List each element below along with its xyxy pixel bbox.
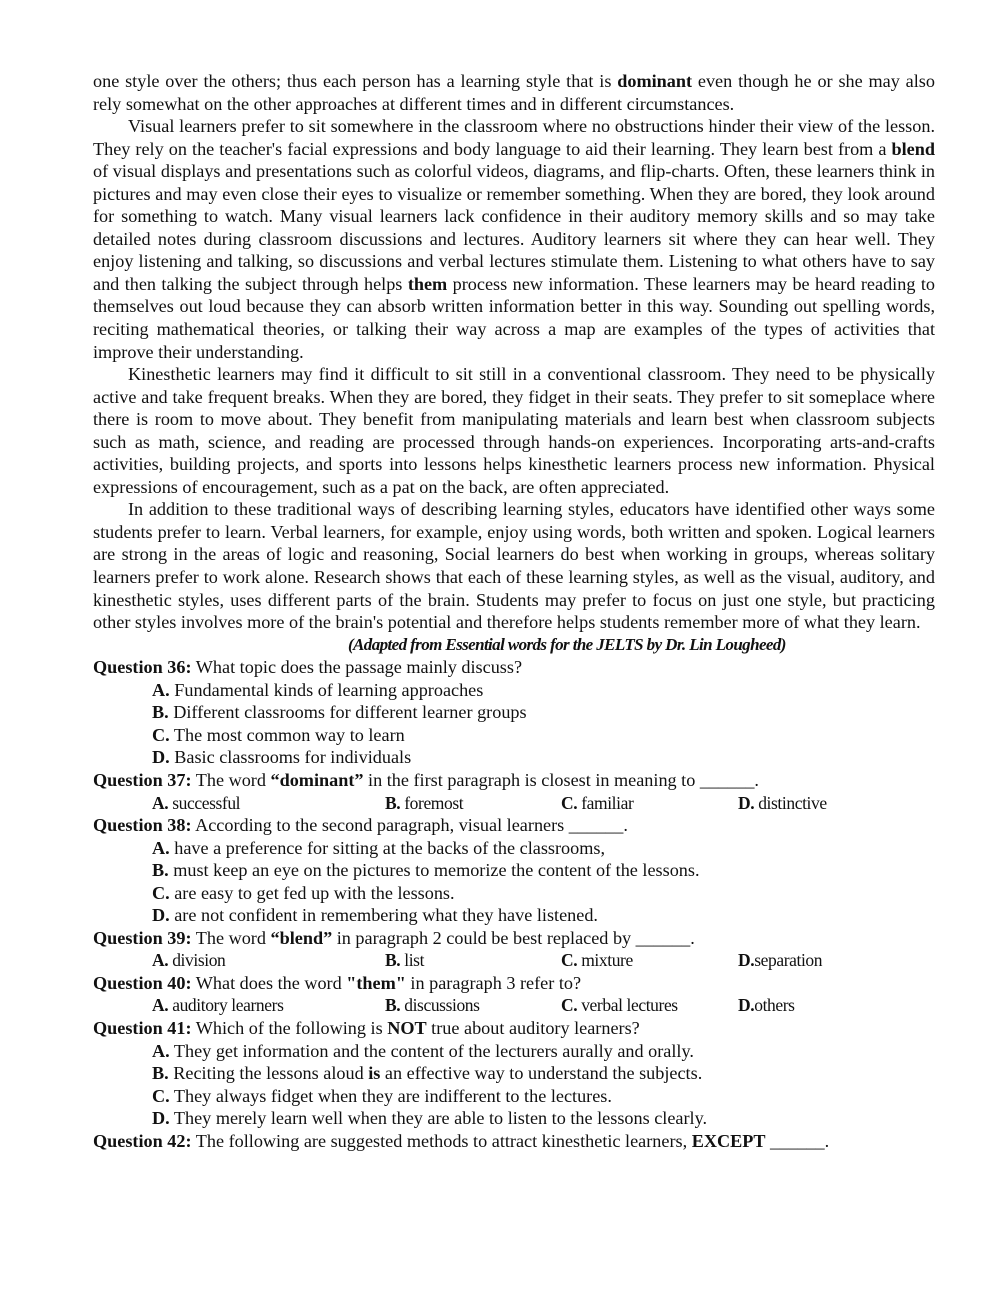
option-letter: C. bbox=[152, 1085, 170, 1106]
option-text: distinctive bbox=[758, 792, 827, 813]
document-page bbox=[93, 70, 935, 1152]
q39-options bbox=[93, 949, 935, 972]
q38-option-a[interactable] bbox=[93, 837, 935, 860]
option-text: are easy to get fed up with the lessons. bbox=[174, 882, 455, 903]
q40-option-a[interactable] bbox=[152, 994, 283, 1017]
option-letter: D. bbox=[738, 792, 755, 813]
q37-options bbox=[93, 792, 935, 815]
question-36 bbox=[93, 656, 935, 679]
q37-option-b[interactable] bbox=[385, 792, 463, 815]
option-letter: B. bbox=[385, 792, 401, 813]
option-text: list bbox=[404, 950, 425, 971]
q37-option-c[interactable] bbox=[561, 792, 633, 815]
option-letter: C. bbox=[561, 995, 578, 1016]
option-text: Reciting the lessons aloud bbox=[173, 1063, 369, 1084]
option-letter: A. bbox=[152, 950, 169, 971]
text: Visual learners prefer to sit somewhere in the classroom where no obstructions hinder their view of the lesson. They rely on the teacher's facial expressions and body language to aid their learning. They learn best from a bbox=[93, 116, 935, 159]
question-label: Question 40: bbox=[93, 972, 192, 993]
question-text: What does the word bbox=[191, 972, 347, 993]
paragraph-2 bbox=[93, 115, 935, 363]
q36-option-c[interactable] bbox=[93, 724, 935, 747]
option-letter: C. bbox=[152, 882, 170, 903]
q36-option-a[interactable] bbox=[93, 679, 935, 702]
question-label: Question 39: bbox=[93, 927, 192, 948]
option-letter: A. bbox=[152, 837, 170, 858]
option-keyword: is bbox=[368, 1063, 381, 1084]
option-text: They get information and the content of the lecturers aurally and orally. bbox=[173, 1040, 694, 1061]
option-text: discussions bbox=[404, 995, 480, 1016]
option-text: foremost bbox=[404, 792, 464, 813]
option-letter: A. bbox=[152, 679, 170, 700]
option-letter: D. bbox=[152, 747, 170, 768]
question-text: in paragraph 3 refer to? bbox=[405, 972, 582, 993]
option-text: auditory learners bbox=[172, 995, 284, 1016]
q40-options bbox=[93, 994, 935, 1017]
option-text: They always fidget when they are indifferent to the lectures. bbox=[173, 1085, 612, 1106]
text: of visual displays and presentations such as colorful videos, diagrams, and flip-charts. Often, these learners think in pictures and may even close their eyes to visualize or remember something. When they are bored, they look around for something to watch. Many visual learners lack confidence in their auditory memory skills and so may take detailed notes during classroom discussions and lectures. Auditory learners sit where they can hear well. They enjoy listening and talking, so discussions and verbal lectures stimulate them. Listening to what others have to say and then talking the subject through helps bbox=[93, 161, 935, 294]
option-letter: D. bbox=[738, 950, 755, 971]
question-text: The word bbox=[191, 927, 271, 948]
option-letter: D. bbox=[152, 1108, 170, 1129]
question-37 bbox=[93, 769, 935, 792]
question-text: According to the second paragraph, visual learners ______. bbox=[191, 815, 628, 836]
q41-option-b[interactable] bbox=[93, 1062, 935, 1085]
text: even though he or she may also rely somewhat on the other approaches at different times and in different circumstances. bbox=[93, 71, 935, 114]
option-letter: C. bbox=[152, 724, 170, 745]
question-text: in the first paragraph is closest in meaning to ______. bbox=[363, 769, 759, 790]
option-text: division bbox=[172, 950, 226, 971]
option-text: familiar bbox=[581, 792, 634, 813]
question-text: What topic does the passage mainly discuss? bbox=[191, 657, 523, 678]
question-label: Question 38: bbox=[93, 815, 192, 836]
q40-option-b[interactable] bbox=[385, 994, 480, 1017]
q37-option-d[interactable] bbox=[738, 792, 827, 815]
option-letter: C. bbox=[561, 792, 578, 813]
option-text: Different classrooms for different learner groups bbox=[173, 702, 527, 723]
q39-option-b[interactable] bbox=[385, 949, 424, 972]
q41-option-c[interactable] bbox=[93, 1085, 935, 1108]
option-text: an effective way to understand the subjects. bbox=[380, 1063, 703, 1084]
option-letter: D. bbox=[738, 995, 755, 1016]
q39-option-d[interactable] bbox=[738, 949, 822, 972]
q40-option-d[interactable] bbox=[738, 994, 795, 1017]
question-38 bbox=[93, 814, 935, 837]
q36-option-d[interactable] bbox=[93, 746, 935, 769]
option-letter: B. bbox=[152, 1063, 169, 1084]
option-text: The most common way to learn bbox=[173, 724, 405, 745]
question-text: in paragraph 2 could be best replaced by ______. bbox=[332, 927, 695, 948]
text: one style over the others; thus each person has a learning style that is bbox=[93, 71, 618, 91]
question-keyword: “blend” bbox=[270, 927, 333, 948]
q40-option-c[interactable] bbox=[561, 994, 678, 1017]
option-letter: A. bbox=[152, 1040, 170, 1061]
option-letter: B. bbox=[152, 860, 169, 881]
question-keyword: “dominant” bbox=[270, 769, 364, 790]
q38-option-d[interactable] bbox=[93, 904, 935, 927]
question-40 bbox=[93, 972, 935, 995]
keyword-dominant: dominant bbox=[617, 71, 693, 91]
option-letter: B. bbox=[152, 702, 169, 723]
q36-option-b[interactable] bbox=[93, 701, 935, 724]
question-label: Question 42: bbox=[93, 1130, 192, 1151]
question-keyword: EXCEPT bbox=[691, 1130, 766, 1151]
option-text: separation bbox=[754, 950, 823, 971]
option-text: successful bbox=[172, 792, 241, 813]
question-keyword: "them" bbox=[346, 972, 406, 993]
question-text: Which of the following is bbox=[191, 1017, 388, 1038]
option-text: Fundamental kinds of learning approaches bbox=[174, 679, 484, 700]
question-text: ______. bbox=[765, 1130, 830, 1151]
paragraph-1 bbox=[93, 70, 935, 115]
keyword-blend: blend bbox=[891, 138, 935, 159]
option-letter: A. bbox=[152, 792, 169, 813]
q38-option-b[interactable] bbox=[93, 859, 935, 882]
q38-option-c[interactable] bbox=[93, 882, 935, 905]
option-letter: A. bbox=[152, 995, 169, 1016]
option-text: mixture bbox=[581, 950, 633, 971]
question-text: The word bbox=[191, 769, 271, 790]
option-text: verbal lectures bbox=[581, 995, 678, 1016]
question-42 bbox=[93, 1130, 935, 1153]
q39-option-c[interactable] bbox=[561, 949, 633, 972]
option-text: are not confident in remembering what they have listened. bbox=[174, 905, 598, 926]
question-text: The following are suggested methods to attract kinesthetic learners, bbox=[191, 1130, 692, 1151]
question-41 bbox=[93, 1017, 935, 1040]
question-label: Question 37: bbox=[93, 769, 192, 790]
option-text: have a preference for sitting at the backs of the classrooms, bbox=[174, 837, 606, 858]
option-letter: B. bbox=[385, 950, 401, 971]
question-keyword: NOT bbox=[387, 1017, 427, 1038]
source-citation: (Adapted from Essential words for the JELTS by Dr. Lin Lougheed) bbox=[348, 634, 786, 654]
question-label: Question 41: bbox=[93, 1017, 192, 1038]
q39-option-a[interactable] bbox=[152, 949, 225, 972]
option-text: must keep an eye on the pictures to memorize the content of the lessons. bbox=[173, 860, 700, 881]
paragraph-4: In addition to these traditional ways of describing learning styles, educators have identified other ways some students prefer to learn. Verbal learners, for example, enjoy using words, both written and spoken. Logical learners are strong in the areas of logic and reasoning, Social learners do best when working in groups, whereas solitary learners prefer to work alone. Research shows that each of these learning styles, as well as the visual, auditory, and kinesthetic styles, uses different parts of the brain. Students may prefer to focus on just one style, but practicing other styles involves more of the brain's potential and therefore helps students remember more of what they learn. bbox=[93, 499, 935, 633]
question-text: true about auditory learners? bbox=[426, 1017, 640, 1038]
option-text: others bbox=[754, 995, 795, 1016]
option-letter: C. bbox=[561, 950, 578, 971]
option-letter: B. bbox=[385, 995, 401, 1016]
option-text: They merely learn well when they are able to listen to the lessons clearly. bbox=[173, 1108, 708, 1129]
question-39 bbox=[93, 927, 935, 950]
question-label: Question 36: bbox=[93, 657, 192, 678]
text: process new information. These learners may be heard reading to themselves out loud because they can absorb written information better in this way. Sounding out spelling words, reciting mathematical theories, or talking their way across a map are examples of the types of activities that improve their understanding. bbox=[93, 273, 935, 362]
option-text: Basic classrooms for individuals bbox=[174, 747, 412, 768]
q37-option-a[interactable] bbox=[152, 792, 240, 815]
keyword-them: them bbox=[407, 273, 448, 294]
q41-option-a[interactable] bbox=[93, 1040, 935, 1063]
paragraph-3: Kinesthetic learners may find it difficult to sit still in a conventional classroom. They need to be physically active and take frequent breaks. When they are bored, they fidget in their seats. They prefer to sit someplace where there is room to move about. They benefit from manipulating materials and learn best when classroom subjects such as math, science, and reading are processed through hands-on experiences. Incorporating arts-and-crafts activities, building projects, and sports into lessons helps kinesthetic learners process new information. Physical expressions of encouragement, such as a pat on the back, are often appreciated. bbox=[93, 364, 935, 497]
option-letter: D. bbox=[152, 905, 170, 926]
q41-option-d[interactable] bbox=[93, 1107, 935, 1130]
